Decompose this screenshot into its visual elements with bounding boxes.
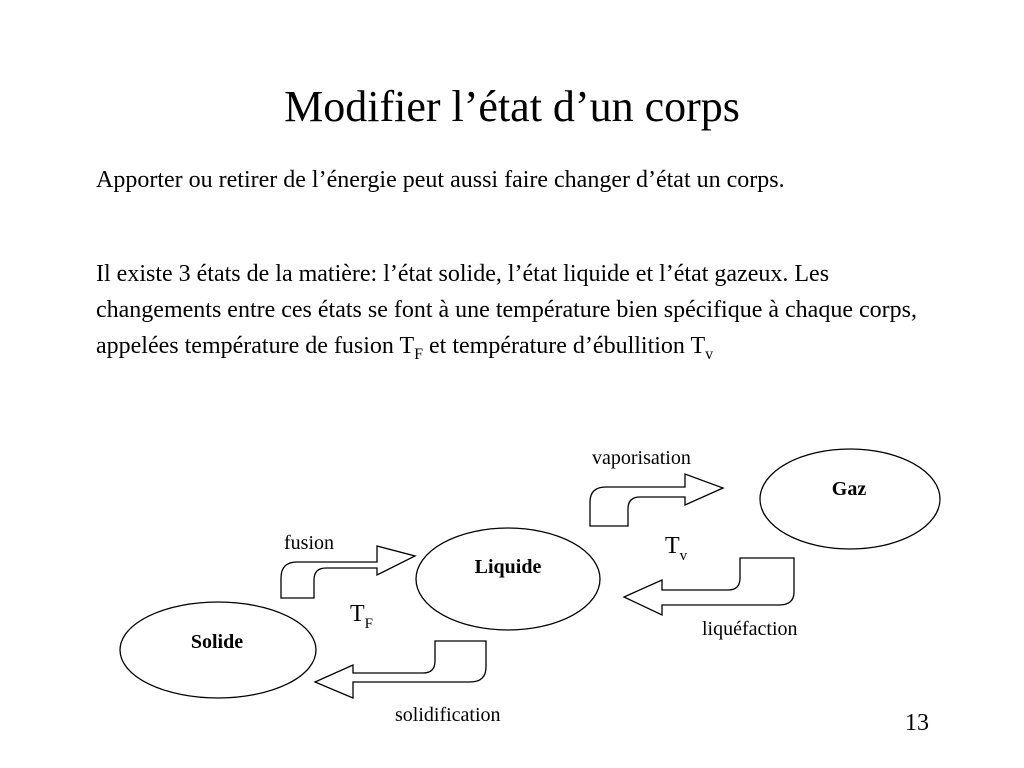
slide-title: Modifier l’état d’un corps xyxy=(284,82,740,131)
fusion-temperature-sub: F xyxy=(364,616,374,632)
boiling-temperature-label xyxy=(665,533,688,564)
paragraph-energy-change: Apporter ou retirer de l’énergie peut aussi faire changer d’état un corps. xyxy=(96,167,785,193)
liquefaction-arrow xyxy=(624,558,794,615)
boiling-temperature-sub: v xyxy=(679,548,688,564)
page-number: 13 xyxy=(905,710,929,736)
boiling-temperature-main: T xyxy=(665,533,680,559)
vaporisation-label: vaporisation xyxy=(592,447,691,469)
liquid-state-ellipse xyxy=(416,528,600,630)
fusion-temperature-label xyxy=(350,601,373,632)
fusion-temperature-main: T xyxy=(350,601,365,627)
solidification-label: solidification xyxy=(395,704,501,726)
paragraph-states-middle: et température d’ébullition xyxy=(423,333,691,359)
fusion-label: fusion xyxy=(284,532,334,554)
fusion-temperature-subscript: F xyxy=(414,346,424,363)
paragraph-states-text: Il existe 3 états de la matière: l’état solide, l’état liquide et l’état gazeux. Les changements entre ces états se font à une température bien spécifique à chaque corps, appelées température de fusion xyxy=(96,261,917,359)
vaporisation-arrow xyxy=(590,474,723,526)
fusion-temperature-symbol: T xyxy=(399,333,415,359)
solid-state-label: Solide xyxy=(190,631,244,653)
solidification-arrow xyxy=(315,641,486,698)
boiling-temperature-subscript: v xyxy=(705,346,714,363)
liquid-state-label: Liquide xyxy=(474,556,542,578)
boiling-temperature-symbol: T xyxy=(690,333,706,359)
liquefaction-label: liquéfaction xyxy=(702,618,798,640)
gas-state-label: Gaz xyxy=(831,478,867,500)
